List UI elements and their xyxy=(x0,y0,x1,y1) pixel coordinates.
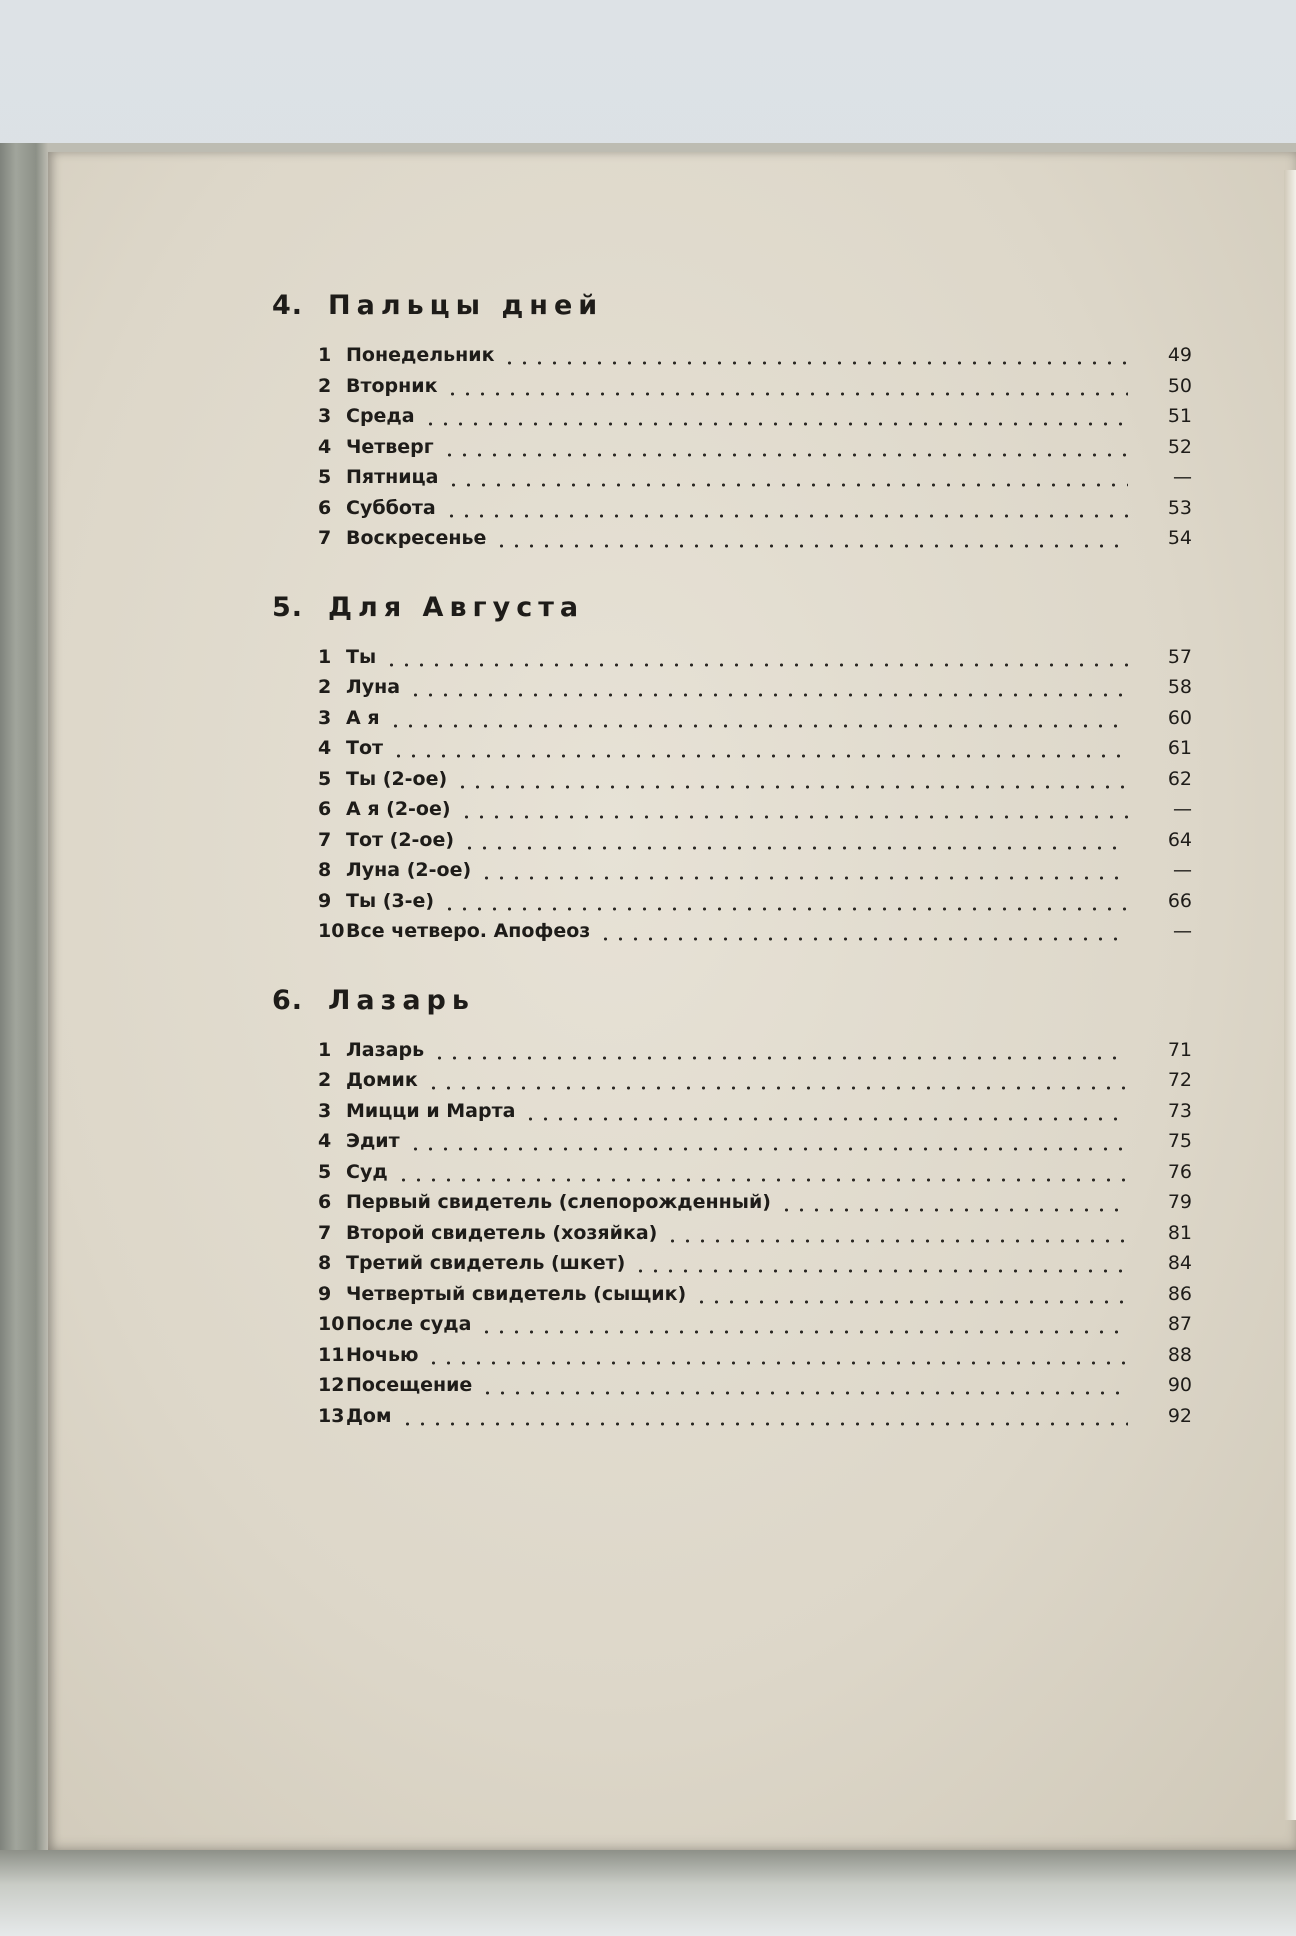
dot-leader xyxy=(455,785,1128,789)
entry-page: — xyxy=(1173,920,1192,942)
dot-leader xyxy=(423,422,1128,426)
dot-leader xyxy=(391,754,1128,758)
dot-leader xyxy=(462,846,1128,850)
toc-entry xyxy=(272,676,1192,707)
dot-leader xyxy=(480,1391,1128,1395)
section-entries xyxy=(272,646,1192,951)
entry-title: Второй свидетель (хозяйка) xyxy=(346,1221,658,1244)
toc-entry xyxy=(272,890,1192,921)
entry-title: Пятница xyxy=(346,466,439,488)
dot-leader xyxy=(408,1147,1128,1151)
entry-page: 86 xyxy=(1167,1282,1192,1305)
toc-entry xyxy=(272,1191,1192,1222)
entry-title: Все четверо. Апофеоз xyxy=(346,920,591,942)
section-title: Пальцы дней xyxy=(328,290,604,321)
entry-page: 50 xyxy=(1167,374,1192,397)
page-edge xyxy=(1284,170,1296,1820)
toc-entry xyxy=(272,920,1192,951)
entry-page: 84 xyxy=(1167,1252,1192,1274)
entry-title: Четверг xyxy=(346,435,434,458)
entry-page: — xyxy=(1173,798,1192,820)
entry-number: 9 xyxy=(318,1282,332,1305)
entry-page: 62 xyxy=(1167,767,1192,790)
toc-entry xyxy=(272,1252,1192,1283)
entry-title: Четвертый свидетель (сыщик) xyxy=(346,1282,687,1305)
section-number: 5. xyxy=(272,591,304,623)
dot-leader xyxy=(400,1422,1128,1426)
entry-number: 3 xyxy=(318,1099,332,1122)
toc-entry xyxy=(272,405,1192,436)
entry-number: 3 xyxy=(318,405,332,427)
entry-page: 75 xyxy=(1167,1130,1192,1152)
entry-number: 11 xyxy=(318,1343,345,1366)
section-entries xyxy=(272,344,1192,558)
dot-leader xyxy=(426,1361,1128,1365)
entry-page: 66 xyxy=(1167,889,1192,912)
book-bottom-edge xyxy=(0,1850,1296,1936)
toc-entry xyxy=(272,1100,1192,1131)
section-entries xyxy=(272,1039,1192,1436)
entry-title: Ночью xyxy=(346,1343,419,1366)
entry-number: 2 xyxy=(318,1069,332,1091)
entry-number: 1 xyxy=(318,645,332,668)
dot-leader xyxy=(446,483,1128,487)
entry-page: 81 xyxy=(1167,1221,1192,1244)
toc-entry xyxy=(272,1313,1192,1344)
section-heading xyxy=(272,290,1192,338)
entry-number: 5 xyxy=(318,767,332,790)
entry-title: Третий свидетель (шкет) xyxy=(346,1252,626,1274)
entry-number: 10 xyxy=(318,920,345,942)
toc-entry xyxy=(272,707,1192,738)
dot-leader xyxy=(523,1117,1128,1121)
toc-entry xyxy=(272,497,1192,528)
dot-leader xyxy=(442,453,1128,457)
entry-number: 6 xyxy=(318,496,332,519)
toc-entry xyxy=(272,829,1192,860)
entry-page: 87 xyxy=(1167,1313,1192,1335)
entry-number: 12 xyxy=(318,1374,345,1396)
entry-page: 73 xyxy=(1167,1099,1192,1122)
toc-section-4 xyxy=(272,290,1192,558)
entry-number: 4 xyxy=(318,435,332,458)
toc-entry xyxy=(272,466,1192,497)
dot-leader xyxy=(502,361,1128,365)
dot-leader xyxy=(494,544,1128,548)
entry-title: Ты (2-ое) xyxy=(346,767,448,790)
entry-title: После суда xyxy=(346,1313,472,1335)
entry-title: Эдит xyxy=(346,1130,400,1152)
entry-page: — xyxy=(1173,466,1192,488)
entry-number: 13 xyxy=(318,1404,345,1427)
entry-title: Ты xyxy=(346,645,377,668)
entry-page: 88 xyxy=(1167,1343,1192,1366)
entry-number: 4 xyxy=(318,1130,332,1152)
entry-number: 2 xyxy=(318,676,332,698)
dot-leader xyxy=(408,693,1128,697)
toc-entry xyxy=(272,344,1192,375)
toc-entry xyxy=(272,1283,1192,1314)
entry-title: Луна xyxy=(346,676,401,698)
table-of-contents xyxy=(272,290,1192,1469)
entry-title: Тот xyxy=(346,737,384,759)
entry-title: Тот (2-ое) xyxy=(346,828,455,851)
entry-title: Дом xyxy=(346,1404,392,1427)
toc-entry xyxy=(272,798,1192,829)
dot-leader xyxy=(426,1086,1128,1090)
entry-title: Воскресенье xyxy=(346,527,487,549)
entry-page: 58 xyxy=(1167,676,1192,698)
dot-leader xyxy=(388,724,1128,728)
entry-title: А я (2-ое) xyxy=(346,798,451,820)
entry-title: Мицци и Марта xyxy=(346,1099,516,1122)
dot-leader xyxy=(779,1208,1128,1212)
entry-page: 76 xyxy=(1167,1160,1192,1183)
entry-number: 5 xyxy=(318,1160,332,1183)
entry-page: 71 xyxy=(1167,1038,1192,1061)
entry-number: 6 xyxy=(318,1191,332,1213)
entry-title: Первый свидетель (слепорожденный) xyxy=(346,1191,771,1213)
entry-title: Домик xyxy=(346,1069,418,1091)
toc-entry xyxy=(272,1405,1192,1436)
dot-leader xyxy=(432,1056,1128,1060)
dot-leader xyxy=(444,514,1128,518)
section-title: Для Августа xyxy=(328,591,585,623)
entry-number: 7 xyxy=(318,1221,332,1244)
toc-entry xyxy=(272,1161,1192,1192)
toc-section-6 xyxy=(272,985,1192,1436)
entry-page: 52 xyxy=(1167,435,1192,458)
entry-page: — xyxy=(1173,859,1192,881)
dot-leader xyxy=(442,907,1128,911)
dot-leader xyxy=(479,876,1128,880)
toc-entry xyxy=(272,527,1192,558)
entry-number: 7 xyxy=(318,527,332,549)
dot-leader xyxy=(396,1178,1128,1182)
toc-entry xyxy=(272,1374,1192,1405)
dot-leader xyxy=(459,815,1128,819)
dot-leader xyxy=(445,392,1128,396)
entry-title: Понедельник xyxy=(346,344,495,366)
entry-page: 54 xyxy=(1167,527,1192,549)
entry-title: А я xyxy=(346,706,380,729)
entry-title: Среда xyxy=(346,405,415,427)
dot-leader xyxy=(598,937,1128,941)
entry-page: 90 xyxy=(1167,1374,1192,1396)
entry-number: 8 xyxy=(318,859,332,881)
entry-page: 57 xyxy=(1167,645,1192,668)
entry-page: 64 xyxy=(1167,828,1192,851)
entry-page: 72 xyxy=(1167,1069,1192,1091)
toc-entry xyxy=(272,1039,1192,1070)
dot-leader xyxy=(384,663,1128,667)
toc-entry xyxy=(272,436,1192,467)
toc-entry xyxy=(272,1344,1192,1375)
toc-entry xyxy=(272,1222,1192,1253)
entry-number: 8 xyxy=(318,1252,332,1274)
toc-entry xyxy=(272,768,1192,799)
dot-leader xyxy=(479,1330,1128,1334)
toc-entry xyxy=(272,737,1192,768)
dot-leader xyxy=(665,1239,1128,1243)
entry-title: Лазарь xyxy=(346,1038,425,1061)
entry-number: 7 xyxy=(318,828,332,851)
entry-title: Суд xyxy=(346,1160,388,1183)
toc-entry xyxy=(272,646,1192,677)
dot-leader xyxy=(633,1269,1128,1273)
entry-number: 6 xyxy=(318,798,332,820)
toc-entry xyxy=(272,1130,1192,1161)
entry-page: 61 xyxy=(1167,737,1192,759)
toc-entry xyxy=(272,859,1192,890)
entry-number: 5 xyxy=(318,466,332,488)
entry-number: 1 xyxy=(318,344,332,366)
entry-number: 10 xyxy=(318,1313,345,1335)
section-heading xyxy=(272,985,1192,1033)
entry-number: 4 xyxy=(318,737,332,759)
entry-page: 51 xyxy=(1167,405,1192,427)
entry-number: 3 xyxy=(318,706,332,729)
toc-entry xyxy=(272,375,1192,406)
entry-number: 2 xyxy=(318,374,332,397)
entry-title: Посещение xyxy=(346,1374,473,1396)
entry-title: Вторник xyxy=(346,374,438,397)
dot-leader xyxy=(694,1300,1128,1304)
entry-title: Ты (3-е) xyxy=(346,889,435,912)
section-heading xyxy=(272,592,1192,640)
entry-page: 79 xyxy=(1167,1191,1192,1213)
section-number: 6. xyxy=(272,984,304,1016)
entry-page: 92 xyxy=(1167,1404,1192,1427)
entry-page: 49 xyxy=(1167,344,1192,366)
section-title: Лазарь xyxy=(328,984,475,1016)
entry-page: 60 xyxy=(1167,706,1192,729)
entry-title: Луна (2-ое) xyxy=(346,859,472,881)
toc-section-5 xyxy=(272,592,1192,951)
entry-number: 1 xyxy=(318,1038,332,1061)
toc-entry xyxy=(272,1069,1192,1100)
entry-page: 53 xyxy=(1167,496,1192,519)
entry-title: Суббота xyxy=(346,496,436,519)
entry-number: 9 xyxy=(318,889,332,912)
section-number: 4. xyxy=(272,290,304,321)
